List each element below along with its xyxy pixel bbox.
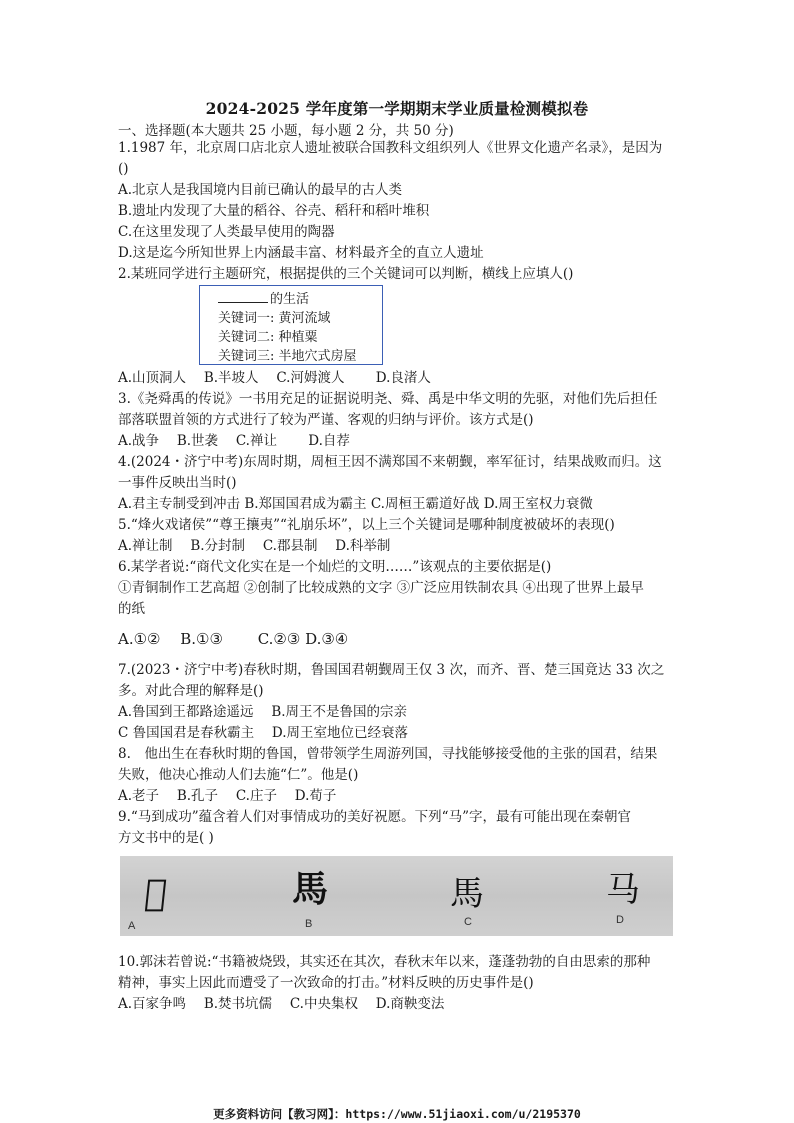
horse-label-b: B — [305, 918, 313, 930]
horse-glyph-a: 𢑴 — [142, 872, 169, 914]
q6-options: A.①② B.①③ C.②③ D.③④ — [118, 630, 349, 648]
q9-stem-line1: 9.“马到成功”蕴含着人们对事情成功的美好祝愿。下列“马”字，最有可能出现在秦朝官 — [118, 809, 631, 825]
horse-glyph-d: 马 — [606, 870, 640, 910]
horse-label-a: A — [128, 920, 136, 932]
exam-title: 2024-2025 学年度第一学期期末学业质量检测模拟卷 — [205, 99, 589, 118]
horse-glyph-b: 馬 — [292, 868, 329, 910]
q4-stem-line1: 4.(2024・济宁中考)东周时期，周桓王因不满郑国不来朝觐，率军征讨，结果战败而归。这 — [118, 454, 662, 470]
fill-blank — [218, 290, 268, 303]
q1-option-d: D.这是迄今所知世界上内涵最丰富、材料最齐全的直立人遗址 — [118, 245, 484, 261]
q8-stem-line1: 8. 他出生在春秋时期的鲁国，曾带领学生周游列国，寻找能够接受他的主张的国君，结果 — [118, 746, 658, 762]
q7-options-line1: A.鲁国到王都路途遥远 B.周王不是鲁国的宗亲 — [118, 704, 408, 720]
q1-option-c: C.在这里发现了人类最早使用的陶器 — [118, 224, 335, 240]
q6-items-line2: 的纸 — [118, 601, 145, 617]
q1-option-b: B.遗址内发现了大量的稻谷、谷壳、稻秆和稻叶堆积 — [118, 203, 430, 219]
q9-stem-line2: 方文书中的是( ) — [118, 830, 214, 846]
q5-stem: 5.“烽火戏诸侯”“尊王攘夷”“礼崩乐坏”，以上三个关键词是哪种制度被破坏的表现() — [118, 517, 615, 533]
q5-options: A.禅让制 B.分封制 C.郡县制 D.科举制 — [118, 538, 391, 554]
q1-stem-line2: () — [118, 161, 129, 177]
q2-box-title — [218, 288, 309, 307]
horse-label-c: C — [464, 916, 472, 928]
q2-keyword-3: 关键词三: 半地穴式房屋 — [218, 349, 357, 364]
q6-items-line1: ①青铜制作工艺高超 ②创制了比较成熟的文字 ③广泛应用铁制农具 ④出现了世界上最早 — [118, 580, 644, 596]
q2-keyword-1: 关键词一: 黄河流域 — [218, 311, 331, 326]
q8-options: A.老子 B.孔子 C.庄子 D.荀子 — [118, 788, 337, 804]
horse-label-d: D — [616, 914, 624, 926]
q1-option-a: A.北京人是我国境内目前已确认的最早的古人类 — [118, 182, 403, 198]
q8-stem-line2: 失败，他决心推动人们去施“仁”。他是() — [118, 767, 359, 783]
section-heading: 一、选择题(本大题共 25 小题，每小题 2 分，共 50 分) — [118, 123, 454, 139]
q4-stem-line2: 一事件反映出当时() — [118, 475, 237, 491]
q3-stem-line2: 部落联盟首领的方式进行了较为严谨、客观的归纳与评价。该方式是() — [118, 412, 534, 428]
q2-keyword-2: 关键词二: 种植粟 — [218, 330, 318, 345]
q2-box-title-text: 的生活 — [270, 292, 310, 307]
q3-stem-line1: 3.《尧舜禹的传说》一书用充足的证据说明尧、舜、禹是中华文明的先驱，对他们先后担任 — [118, 391, 658, 407]
q4-options: A.君主专制受到冲击 B.郑国国君成为霸主 C.周桓王霸道好战 D.周王室权力衰微 — [118, 496, 593, 512]
q7-stem-line1: 7.(2023・济宁中考)春秋时期，鲁国国君朝觐周王仅 3 次，而齐、晋、楚三国竟达 33 次之 — [118, 662, 665, 678]
q3-options: A.战争 B.世袭 C.禅让 D.自荐 — [118, 433, 350, 449]
horse-character-image — [120, 856, 673, 936]
q10-options: A.百家争鸣 B.焚书坑儒 C.中央集权 D.商鞅变法 — [118, 996, 445, 1012]
q6-stem: 6.某学者说:“商代文化实在是一个灿烂的文明……”该观点的主要依据是() — [118, 559, 552, 575]
horse-glyph-c: 馬 — [450, 874, 484, 914]
q2-stem: 2.某班同学进行主题研究，根据提供的三个关键词可以判断，横线上应填人() — [118, 266, 574, 282]
q1-stem-line1: 1.1987 年，北京周口店北京人遗址被联合国教科文组织列人《世界文化遗产名录》，是因为 — [118, 140, 663, 156]
q7-stem-line2: 多。对此合理的解释是() — [118, 683, 264, 699]
q10-stem-line2: 精神，事实上因此而遭受了一次致命的打击。”材料反映的历史事件是() — [118, 975, 534, 991]
q2-options: A.山顶洞人 B.半坡人 C.河姆渡人 D.良渚人 — [118, 370, 431, 386]
footer-link[interactable]: 更多资料访问【教习网】：https://www.51jiaoxi.com/u/2195370 — [213, 1107, 581, 1121]
q7-options-line2: C 鲁国国君是春秋霸主 D.周王室地位已经衰落 — [118, 725, 409, 741]
q10-stem-line1: 10.郭沫若曾说:“书籍被烧毁，其实还在其次，春秋末年以来，蓬蓬勃勃的自由思索的那种 — [118, 954, 651, 970]
